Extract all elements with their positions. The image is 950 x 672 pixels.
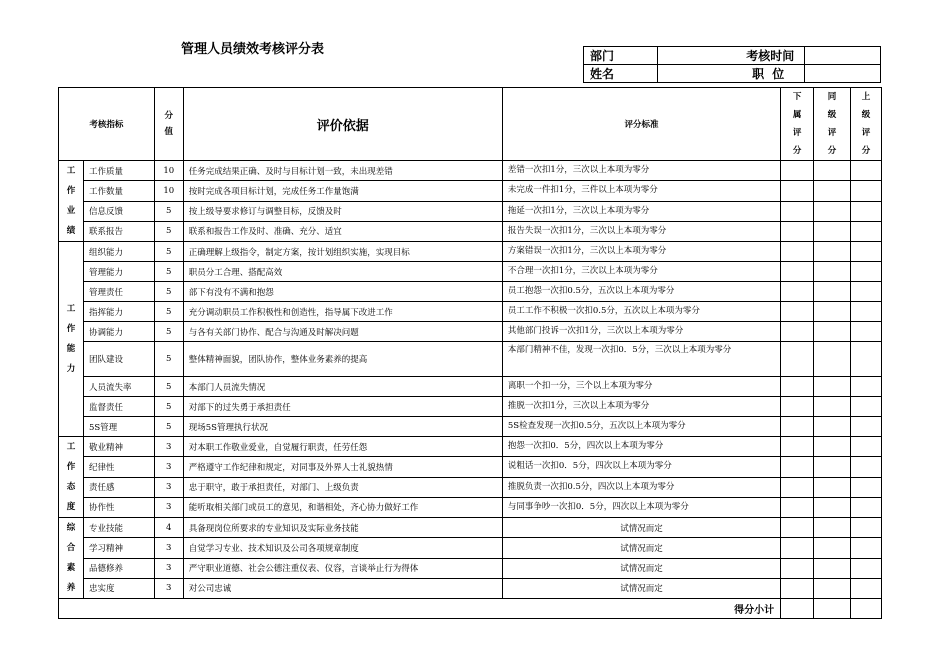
superior-score-input[interactable] bbox=[850, 181, 881, 201]
table-row bbox=[59, 397, 882, 417]
table-row bbox=[59, 558, 882, 578]
indicator-cell: 5S管理 bbox=[83, 417, 154, 437]
table-row bbox=[59, 161, 882, 181]
superior-score-input[interactable] bbox=[850, 477, 881, 497]
table-row bbox=[59, 497, 882, 517]
evaluation-body bbox=[59, 161, 882, 619]
indicator-cell: 信息反馈 bbox=[83, 201, 154, 221]
category-label bbox=[59, 518, 84, 599]
indicator-cell: 指挥能力 bbox=[83, 302, 154, 322]
score-cell: 5 bbox=[154, 242, 183, 262]
basis-cell: 严格遵守工作纪律和规定，对同事及外界人士礼貌热情 bbox=[183, 457, 502, 477]
basis-cell: 联系和报告工作及时、准确、充分、适宜 bbox=[183, 221, 502, 241]
table-row bbox=[59, 181, 882, 201]
basis-cell: 与各有关部门协作、配合与沟通及时解决问题 bbox=[183, 322, 502, 342]
superior-score-input[interactable] bbox=[850, 282, 881, 302]
peer-score-input[interactable] bbox=[814, 578, 851, 598]
score-cell: 4 bbox=[154, 518, 183, 538]
basis-cell: 职员分工合理、搭配高效 bbox=[183, 262, 502, 282]
self-score-input[interactable] bbox=[781, 181, 814, 201]
self-score-input[interactable] bbox=[781, 302, 814, 322]
self-score-input[interactable] bbox=[781, 262, 814, 282]
self-score-input[interactable] bbox=[781, 558, 814, 578]
peer-score-input[interactable] bbox=[814, 558, 851, 578]
score-cell: 5 bbox=[154, 417, 183, 437]
standard-cell: 与同事争吵一次扣0．5分，四次以上本项为零分 bbox=[502, 497, 780, 517]
score-cell: 5 bbox=[154, 201, 183, 221]
score-cell: 3 bbox=[154, 578, 183, 598]
self-score-input[interactable] bbox=[781, 578, 814, 598]
indicator-cell: 专业技能 bbox=[83, 518, 154, 538]
table-row bbox=[59, 377, 882, 397]
peer-score-input[interactable] bbox=[814, 397, 851, 417]
score-cell: 3 bbox=[154, 538, 183, 558]
table-row bbox=[59, 322, 882, 342]
basis-cell: 正确理解上级指令，制定方案，按计划组织实施，实现目标 bbox=[183, 242, 502, 262]
form-title: 管理人员绩效考核评分表 bbox=[181, 42, 325, 57]
peer-score-input[interactable] bbox=[814, 221, 851, 241]
self-score-input[interactable] bbox=[781, 161, 814, 181]
standard-cell: 其他部门投诉一次扣1分，三次以上本项为零分 bbox=[502, 322, 780, 342]
peer-score-input[interactable] bbox=[814, 518, 851, 538]
superior-score-input[interactable] bbox=[850, 262, 881, 282]
score-cell: 5 bbox=[154, 302, 183, 322]
score-cell: 3 bbox=[154, 558, 183, 578]
basis-cell: 具备现岗位所要求的专业知识及实际业务技能 bbox=[183, 518, 502, 538]
standard-cell: 试情况而定 bbox=[502, 538, 780, 558]
standard-cell: 5S检查发现一次扣0.5分，五次以上本项为零分 bbox=[502, 417, 780, 437]
superior-score-input[interactable] bbox=[850, 242, 881, 262]
peer-score-input[interactable] bbox=[814, 437, 851, 457]
superior-score-input[interactable] bbox=[850, 221, 881, 241]
peer-subtotal-input[interactable] bbox=[814, 599, 851, 619]
basis-cell: 本部门人员流失情况 bbox=[183, 377, 502, 397]
self-score-input[interactable] bbox=[781, 497, 814, 517]
standard-cell: 差错一次扣1分，三次以上本项为零分 bbox=[502, 161, 780, 181]
position-value-field[interactable] bbox=[805, 65, 881, 83]
col-basis-header: 评价依据 bbox=[183, 88, 502, 161]
standard-cell: 推脱一次扣1分，三次以上本项为零分 bbox=[502, 397, 780, 417]
score-cell: 3 bbox=[154, 437, 183, 457]
category-label-text: 工作能力 bbox=[66, 304, 76, 374]
indicator-cell: 管理责任 bbox=[83, 282, 154, 302]
peer-score-input[interactable] bbox=[814, 302, 851, 322]
basis-cell: 按时完成各项目标计划，完成任务工作量饱满 bbox=[183, 181, 502, 201]
superior-score-input[interactable] bbox=[850, 437, 881, 457]
standard-cell: 离职一个扣一分，三个以上本项为零分 bbox=[502, 377, 780, 397]
self-score-input[interactable] bbox=[781, 342, 814, 377]
category-label-text: 综合素养 bbox=[66, 523, 76, 593]
peer-score-input[interactable] bbox=[814, 477, 851, 497]
self-score-input[interactable] bbox=[781, 201, 814, 221]
indicator-cell: 协调能力 bbox=[83, 322, 154, 342]
peer-score-input[interactable] bbox=[814, 457, 851, 477]
category-label bbox=[59, 161, 84, 242]
peer-score-input[interactable] bbox=[814, 322, 851, 342]
table-row bbox=[59, 538, 882, 558]
basis-cell: 严守职业道德、社会公德注重仪表、仪容，言谈举止行为得体 bbox=[183, 558, 502, 578]
self-score-input[interactable] bbox=[781, 417, 814, 437]
subtotal-row bbox=[59, 599, 882, 619]
self-subtotal-input[interactable] bbox=[781, 599, 814, 619]
indicator-cell: 联系报告 bbox=[83, 221, 154, 241]
category-label-text: 工作业绩 bbox=[66, 166, 76, 236]
table-row bbox=[59, 518, 882, 538]
standard-cell: 说粗话一次扣0．5分，四次以上本项为零分 bbox=[502, 457, 780, 477]
table-row bbox=[59, 262, 882, 282]
table-row bbox=[59, 302, 882, 322]
score-cell: 5 bbox=[154, 397, 183, 417]
evaluation-table bbox=[58, 87, 882, 619]
peer-score-input[interactable] bbox=[814, 377, 851, 397]
superior-subtotal-input[interactable] bbox=[850, 599, 881, 619]
standard-cell: 试情况而定 bbox=[502, 518, 780, 538]
self-score-input[interactable] bbox=[781, 538, 814, 558]
superior-score-input[interactable] bbox=[850, 322, 881, 342]
name-label: 姓名 bbox=[584, 65, 658, 83]
standard-cell: 未完成一件扣1分，三件以上本项为零分 bbox=[502, 181, 780, 201]
score-cell: 5 bbox=[154, 342, 183, 377]
peer-score-input[interactable] bbox=[814, 242, 851, 262]
score-cell: 5 bbox=[154, 282, 183, 302]
score-cell: 3 bbox=[154, 497, 183, 517]
superior-score-input[interactable] bbox=[850, 161, 881, 181]
table-row bbox=[59, 578, 882, 598]
score-cell: 5 bbox=[154, 377, 183, 397]
category-label bbox=[59, 437, 84, 518]
table-row bbox=[59, 477, 882, 497]
self-score-input[interactable] bbox=[781, 242, 814, 262]
table-row bbox=[59, 282, 882, 302]
superior-score-input[interactable] bbox=[850, 377, 881, 397]
indicator-cell: 品德修养 bbox=[83, 558, 154, 578]
col-indicator-header: 考核指标 bbox=[59, 88, 155, 161]
basis-cell: 整体精神面貌，团队协作，整体业务素养的提高 bbox=[183, 342, 502, 377]
score-cell: 10 bbox=[154, 161, 183, 181]
time-value-field[interactable] bbox=[805, 47, 881, 65]
standard-cell: 不合理一次扣1分，三次以上本项为零分 bbox=[502, 262, 780, 282]
table-row bbox=[59, 417, 882, 437]
indicator-cell: 忠实度 bbox=[83, 578, 154, 598]
peer-score-input[interactable] bbox=[814, 201, 851, 221]
self-score-input[interactable] bbox=[781, 221, 814, 241]
col-self-header bbox=[781, 88, 814, 161]
basis-cell: 现场5S管理执行状况 bbox=[183, 417, 502, 437]
indicator-cell: 责任感 bbox=[83, 477, 154, 497]
superior-score-input[interactable] bbox=[850, 302, 881, 322]
basis-cell: 对公司忠诚 bbox=[183, 578, 502, 598]
indicator-cell: 团队建设 bbox=[83, 342, 154, 377]
superior-score-input[interactable] bbox=[850, 201, 881, 221]
superior-score-input[interactable] bbox=[850, 538, 881, 558]
score-cell: 3 bbox=[154, 477, 183, 497]
peer-score-input[interactable] bbox=[814, 342, 851, 377]
table-row bbox=[59, 242, 882, 262]
superior-score-input[interactable] bbox=[850, 558, 881, 578]
position-label: 职 位 bbox=[657, 65, 805, 83]
score-cell: 3 bbox=[154, 457, 183, 477]
indicator-cell: 管理能力 bbox=[83, 262, 154, 282]
score-cell: 10 bbox=[154, 181, 183, 201]
self-score-input[interactable] bbox=[781, 282, 814, 302]
standard-cell: 员工抱怨一次扣0.5分，五次以上本项为零分 bbox=[502, 282, 780, 302]
peer-score-input[interactable] bbox=[814, 417, 851, 437]
subtotal-label: 得分小计 bbox=[59, 599, 781, 619]
superior-score-input[interactable] bbox=[850, 457, 881, 477]
peer-score-input[interactable] bbox=[814, 161, 851, 181]
superior-score-input[interactable] bbox=[850, 342, 881, 377]
col-superior-header bbox=[850, 88, 881, 161]
col-peer-text: 同级评分 bbox=[827, 92, 837, 156]
basis-cell: 任务完成结果正确、及时与目标计划一致，未出现差错 bbox=[183, 161, 502, 181]
standard-cell: 试情况而定 bbox=[502, 578, 780, 598]
indicator-cell: 敬业精神 bbox=[83, 437, 154, 457]
standard-cell: 拖延一次扣1分，三次以上本项为零分 bbox=[502, 201, 780, 221]
peer-score-input[interactable] bbox=[814, 538, 851, 558]
basis-cell: 对本职工作敬业爱业，自觉履行职责，任劳任怨 bbox=[183, 437, 502, 457]
table-row bbox=[59, 342, 882, 377]
table-row bbox=[59, 457, 882, 477]
standard-cell: 抱怨一次扣0．5分，四次以上本项为零分 bbox=[502, 437, 780, 457]
self-score-input[interactable] bbox=[781, 397, 814, 417]
basis-cell: 部下有没有不满和抱怨 bbox=[183, 282, 502, 302]
col-standard-header: 评分标准 bbox=[502, 88, 780, 161]
indicator-cell: 学习精神 bbox=[83, 538, 154, 558]
self-score-input[interactable] bbox=[781, 437, 814, 457]
basis-cell: 充分调动职员工作积极性和创造性，指导属下改进工作 bbox=[183, 302, 502, 322]
score-cell: 5 bbox=[154, 262, 183, 282]
basis-cell: 能听取相关部门或员工的意见，和谐相处，齐心协力做好工作 bbox=[183, 497, 502, 517]
basis-cell: 对部下的过失勇于承担责任 bbox=[183, 397, 502, 417]
table-row bbox=[59, 221, 882, 241]
indicator-cell: 纪律性 bbox=[83, 457, 154, 477]
standard-cell: 报告失误一次扣1分，三次以上本项为零分 bbox=[502, 221, 780, 241]
indicator-cell: 工作数量 bbox=[83, 181, 154, 201]
score-cell: 5 bbox=[154, 322, 183, 342]
peer-score-input[interactable] bbox=[814, 497, 851, 517]
time-label: 考核时间 bbox=[657, 47, 805, 65]
col-superior-text: 上级评分 bbox=[861, 92, 871, 156]
standard-cell: 推脱负责一次扣0.5分，四次以上本项为零分 bbox=[502, 477, 780, 497]
col-score-header: 分值 bbox=[154, 88, 183, 161]
peer-score-input[interactable] bbox=[814, 282, 851, 302]
superior-score-input[interactable] bbox=[850, 417, 881, 437]
standard-cell: 试情况而定 bbox=[502, 558, 780, 578]
indicator-cell: 组织能力 bbox=[83, 242, 154, 262]
basis-cell: 按上级导要求修订与调整目标，反馈及时 bbox=[183, 201, 502, 221]
standard-cell: 方案错误一次扣1分，三次以上本项为零分 bbox=[502, 242, 780, 262]
indicator-cell: 监督责任 bbox=[83, 397, 154, 417]
self-score-input[interactable] bbox=[781, 322, 814, 342]
basis-cell: 忠于职守，敢于承担责任，对部门、上级负责 bbox=[183, 477, 502, 497]
peer-score-input[interactable] bbox=[814, 262, 851, 282]
superior-score-input[interactable] bbox=[850, 497, 881, 517]
indicator-cell: 人员流失率 bbox=[83, 377, 154, 397]
self-score-input[interactable] bbox=[781, 377, 814, 397]
table-row bbox=[59, 437, 882, 457]
table-row bbox=[59, 201, 882, 221]
dept-label: 部门 bbox=[584, 47, 658, 65]
superior-score-input[interactable] bbox=[850, 397, 881, 417]
superior-score-input[interactable] bbox=[850, 518, 881, 538]
category-label bbox=[59, 242, 84, 437]
score-cell: 5 bbox=[154, 221, 183, 241]
superior-score-input[interactable] bbox=[850, 578, 881, 598]
header-info-table bbox=[583, 46, 881, 83]
category-label-text: 工作态度 bbox=[66, 442, 76, 512]
self-score-input[interactable] bbox=[781, 477, 814, 497]
basis-cell: 自觉学习专业、技术知识及公司各项规章制度 bbox=[183, 538, 502, 558]
standard-cell: 本部门精神不佳，发现一次扣0．5分，三次以上本项为零分 bbox=[502, 342, 780, 377]
col-peer-header bbox=[814, 88, 851, 161]
self-score-input[interactable] bbox=[781, 518, 814, 538]
indicator-cell: 工作质量 bbox=[83, 161, 154, 181]
col-self-text: 下属评分 bbox=[792, 92, 802, 156]
standard-cell: 员工工作不积极一次扣0.5分，五次以上本项为零分 bbox=[502, 302, 780, 322]
indicator-cell: 协作性 bbox=[83, 497, 154, 517]
peer-score-input[interactable] bbox=[814, 181, 851, 201]
self-score-input[interactable] bbox=[781, 457, 814, 477]
